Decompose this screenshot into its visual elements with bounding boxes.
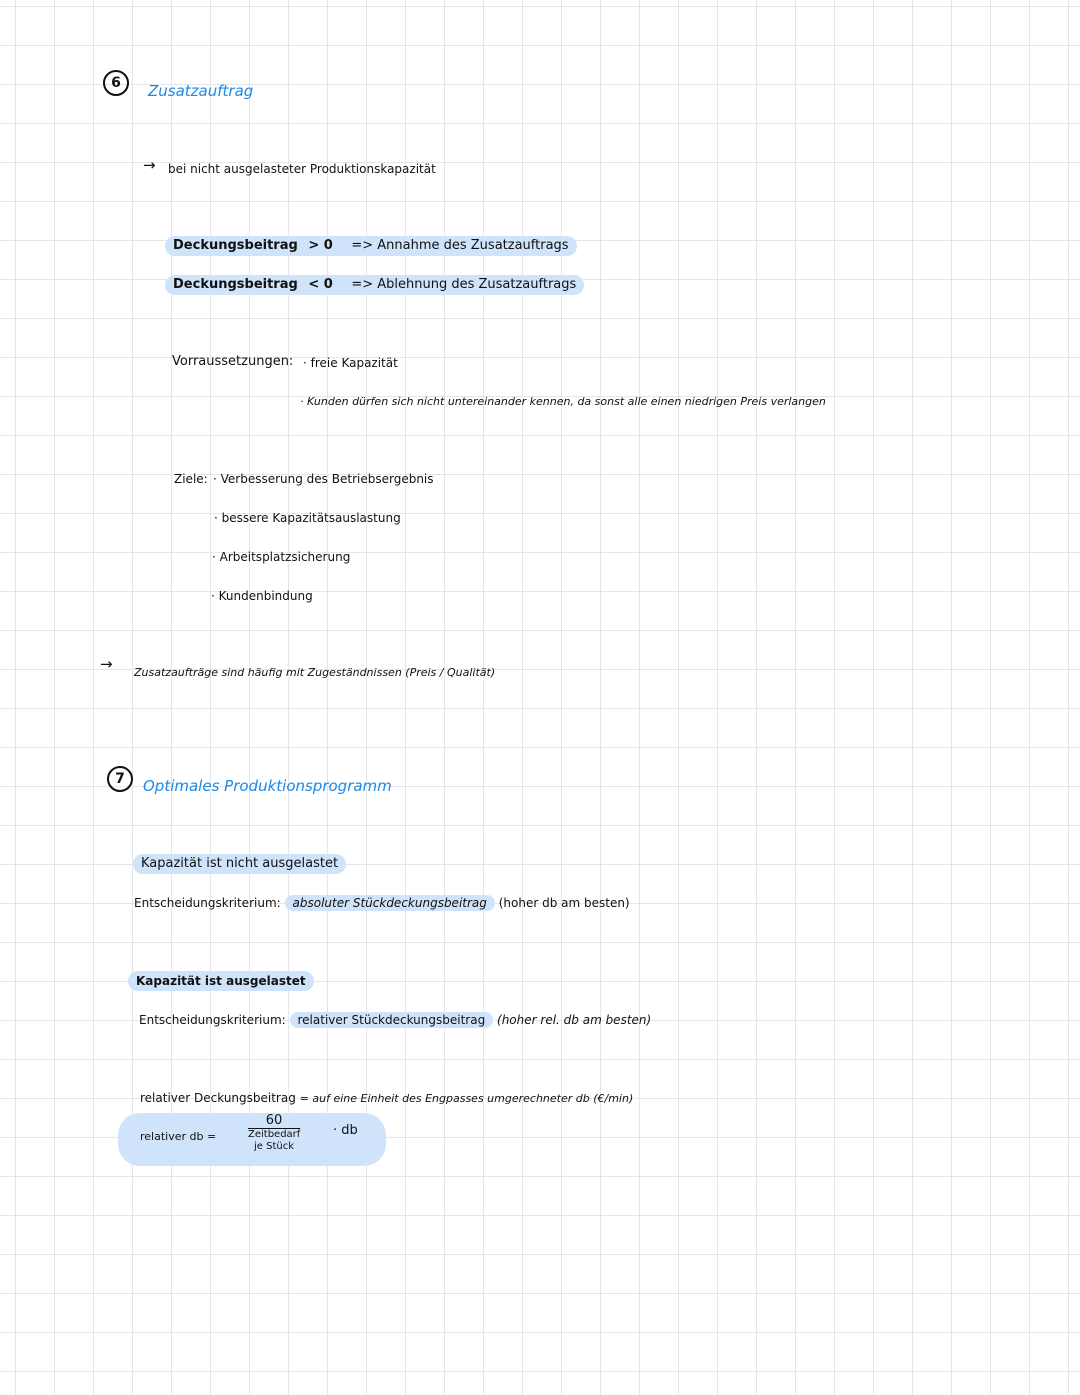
case1-criterion [134, 894, 630, 912]
goals-label: Ziele: [174, 472, 208, 486]
case1-note: (hoher db am besten) [498, 896, 630, 910]
rule-reject-result: => Ablehnung des Zusatzauftrags [351, 277, 577, 292]
formula-fraction [248, 1115, 300, 1153]
rule-accept-condition: > 0 [308, 238, 333, 253]
case1-value: absoluter Stückdeckungsbeitrag [285, 895, 495, 911]
formula-denominator-line2: je Stück [253, 1141, 294, 1152]
formula-denominator-line1: Zeitbedarf [248, 1129, 301, 1140]
intro-text: bei nicht ausgelasteter Produktionskapazität [168, 162, 436, 176]
rule-accept-result: => Annahme des Zusatzauftrags [351, 238, 569, 253]
case2-label: Entscheidungskriterium: [139, 1013, 286, 1027]
section-number-7: 7 [107, 766, 133, 792]
rule-accept [165, 236, 577, 256]
definition [140, 1089, 633, 1108]
goal-item: · Arbeitsplatzsicherung [212, 550, 351, 564]
rule-reject-condition: < 0 [308, 277, 333, 292]
rule-accept-label: Deckungsbeitrag [173, 238, 298, 253]
formula-numerator: 60 [248, 1115, 300, 1129]
rule-reject-label: Deckungsbeitrag [173, 277, 298, 292]
section-title-zusatzauftrag: Zusatzauftrag [148, 82, 254, 100]
case2-note: (hoher rel. db am besten) [497, 1013, 652, 1027]
case2-criterion [139, 1011, 651, 1029]
note-text: Zusatzaufträge sind häufig mit Zugeständnissen (Preis / Qualität) [134, 666, 496, 679]
case1-label: Entscheidungskriterium: [134, 896, 281, 910]
goal-item: · Kundenbindung [211, 589, 313, 603]
prereq-item: · Kunden dürfen sich nicht untereinander kennen, da sonst alle einen niedrigen Preis verlangen [300, 395, 826, 408]
case2-value: relativer Stückdeckungsbeitrag [290, 1012, 494, 1028]
definition-text: = auf eine Einheit des Engpasses umgerechneter db (€/min) [299, 1092, 634, 1105]
formula-lhs: relativer db = [140, 1130, 217, 1143]
section-title-produktionsprogramm: Optimales Produktionsprogramm [143, 777, 392, 795]
rule-reject [165, 275, 584, 295]
prereq-label: Vorraussetzungen: [172, 354, 294, 369]
case1-heading: Kapazität ist nicht ausgelastet [133, 854, 346, 874]
prereq-item: · freie Kapazität [303, 356, 398, 370]
goal-item: · bessere Kapazitätsauslastung [214, 511, 401, 525]
goal-item: · Verbesserung des Betriebsergebnis [213, 472, 434, 486]
definition-term: relativer Deckungsbeitrag [140, 1091, 296, 1105]
case2-heading: Kapazität ist ausgelastet [128, 971, 314, 991]
formula-multiplier: · db [333, 1123, 358, 1138]
section-number-6: 6 [103, 70, 129, 96]
arrow-icon: → [100, 655, 113, 673]
arrow-icon: → [143, 156, 156, 174]
